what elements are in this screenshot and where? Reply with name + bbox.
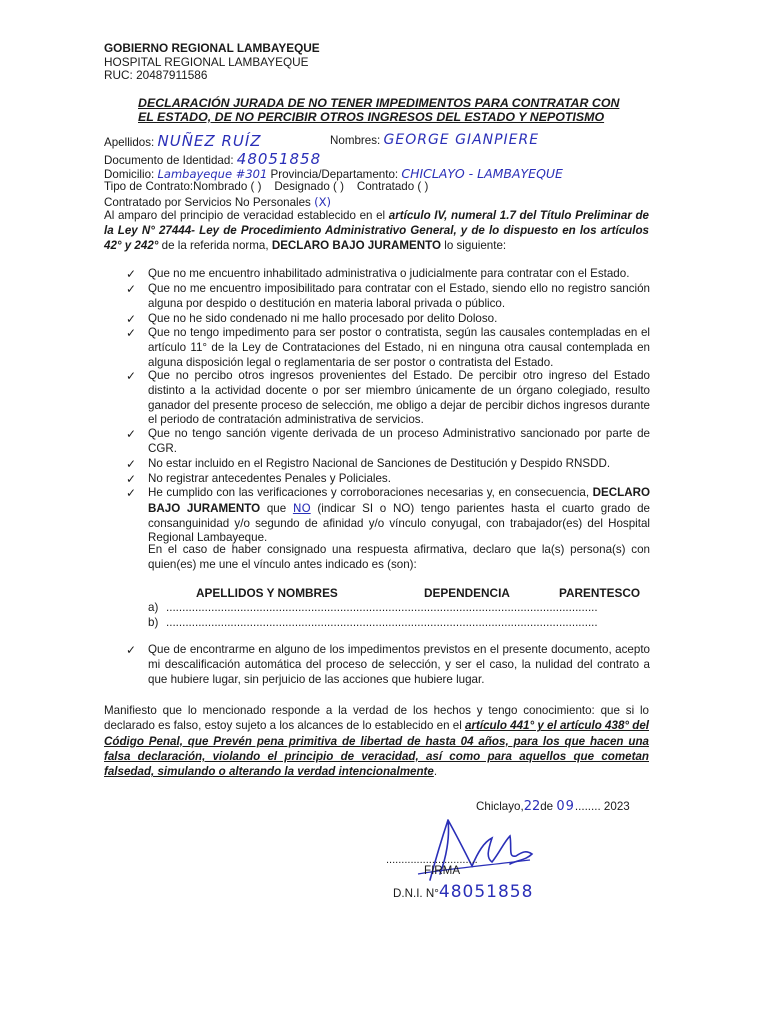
handwritten-signature — [400, 808, 550, 888]
documento-label: Documento de Identidad: — [104, 154, 234, 167]
check-icon: ✓ — [126, 457, 137, 471]
nepotismo-declaro: DECLARO BAJO JURAMENTO — [148, 486, 650, 515]
nepotismo-followup-text: En el caso de haber consignado una respuesta afirmativa, declaro que la(s) persona(s) con quien(es) me une el vínculo antes indicado es (son): — [148, 543, 650, 571]
item-text: No estar incluido en el Registro Nacional de Sanciones de Destitución y Despido RNSDD. — [148, 457, 611, 470]
servicios-mark: (X) — [314, 195, 332, 209]
item-text: Que de encontrarme en alguno de los impedimentos previstos en el presente documento, acepto mi descalificación automática del proceso de selección, y ser el caso, la nulidad del contrato a que hubiere lugar, sin perjuicio de las acciones que hubiere lugar. — [148, 643, 650, 686]
tipo-contrato-row — [104, 180, 428, 193]
declaration-item-5 — [126, 369, 650, 428]
date-year: 2023 — [603, 800, 630, 813]
institution-header — [104, 42, 320, 83]
signature-dots: .............................. — [386, 854, 478, 866]
closing-text-2: . — [433, 765, 438, 779]
item-text: Que no he sido condenado ni me hallo procesado por delito Doloso. — [148, 312, 498, 325]
tipo-contrato-label: Tipo de Contrato: — [104, 180, 194, 193]
declaration-item-4 — [126, 326, 650, 370]
declaration-item-1 — [126, 267, 650, 282]
option-designado: Designado ( ) — [274, 180, 344, 193]
servicios-row — [104, 195, 331, 209]
check-icon: ✓ — [126, 282, 137, 296]
check-icon: ✓ — [126, 267, 137, 281]
apellidos-row — [104, 132, 262, 150]
declaration-item-2 — [126, 282, 650, 312]
date-day: 22 — [523, 799, 541, 814]
intro-paragraph — [104, 208, 649, 254]
item-text: Que no percibo otros ingresos provenientes del Estado. De percibir otro ingreso del Estado distinto a la actividad docente o por ser miembro únicamente de un órgano colegiado, resulto ganador del presente proceso de selección, me obligo a dejar de percibir dichos ingresos durante el periodo de contratación administrativa de servicios. — [148, 369, 650, 427]
date-dots: ........ — [574, 800, 601, 813]
dni-value: 48051858 — [438, 882, 534, 902]
date-month: 09 — [556, 799, 575, 814]
declaration-item-8 — [126, 472, 650, 487]
intro-text-1: Al amparo del principio de veracidad establecido en el — [104, 209, 389, 222]
table-row-a-label: a) — [148, 601, 159, 614]
document-title — [138, 96, 658, 124]
title-line-2: EL ESTADO, DE NO PERCIBIR OTROS INGRESOS DEL ESTADO Y NEPOTISMO — [138, 110, 605, 124]
domicilio-label: Domicilio: — [104, 168, 155, 181]
check-icon: ✓ — [126, 326, 137, 340]
declaration-item-7 — [126, 457, 650, 472]
provincia-value: CHICLAYO - LAMBAYEQUE — [401, 166, 563, 181]
table-header-parentesco: PARENTESCO — [559, 586, 641, 600]
intro-text-3: lo siguiente: — [441, 239, 507, 253]
item-text: Que no tengo impedimento para ser postor o contratista, según las causales contempladas en el artículo 11° de la Ley de Contrataciones del Estado, ni en ninguna otra causal contemplada en alguna disposición legal o reglamentaria de ser postor o contratista del Estado. — [148, 326, 650, 369]
domicilio-row — [104, 166, 563, 181]
declaration-item-3 — [126, 312, 650, 327]
item-text: No registrar antecedentes Penales y Policiales. — [148, 472, 391, 485]
nombres-row — [330, 132, 539, 148]
declaration-item-nepotismo — [126, 486, 650, 546]
table-header-dependencia: DEPENDENCIA — [424, 586, 510, 600]
dni-row — [393, 882, 533, 902]
nepotismo-text-3: (indicar SI o NO) tengo parientes hasta el cuarto grado de consanguinidad y/o segundo de afinidad y/o vínculo conyugal, con trabajador(es) del Hospital Regional Lambayeque. — [148, 501, 650, 545]
intro-law-reference: artículo IV, numeral 1.7 del Título Preliminar de la Ley N° 27444- Ley de Procedimiento Administrativo General, y de lo dispuesto en los artículos 42° y 242° — [104, 209, 650, 253]
date-de: de — [540, 800, 557, 813]
apellidos-label: Apellidos: — [104, 136, 155, 149]
documento-value: 48051858 — [236, 150, 322, 168]
nepotismo-text-1: He cumplido con las verificaciones y corroboraciones necesarias y, en consecuencia, — [148, 486, 593, 499]
dni-label: D.N.I. N° — [393, 887, 439, 900]
domicilio-value: Lambayeque #301 — [157, 167, 268, 181]
closing-paragraph — [104, 703, 649, 779]
check-icon: ✓ — [126, 427, 137, 441]
provincia-label: Provincia/Departamento: — [270, 168, 399, 181]
item-text: Que no tengo sanción vigente derivada de un proceso Administrativo sancionado por parte de CGR. — [148, 427, 650, 455]
nombres-value: GEORGE GIANPIERE — [383, 132, 540, 148]
declaration-item-last — [126, 643, 650, 687]
table-row-a-dots: ...................................................................................................................................... — [166, 601, 598, 614]
apellidos-value: NUÑEZ RUÍZ — [157, 132, 262, 150]
nepotismo-followup — [148, 543, 650, 573]
option-contratado: Contratado ( ) — [356, 180, 429, 193]
date-place: Chiclayo, — [476, 800, 524, 813]
title-line-1: DECLARACIÓN JURADA DE NO TENER IMPEDIMENTOS PARA CONTRATAR CON — [138, 96, 620, 110]
intro-text-2: de la referida norma, — [158, 239, 272, 253]
check-icon: ✓ — [126, 369, 137, 383]
item-text: Que no me encuentro imposibilitado para contratar con el Estado, siendo ello no registro sanción alguna por despido o destitución en materia laboral privada o público. — [148, 282, 650, 310]
header-hospital: HOSPITAL REGIONAL LAMBAYEQUE — [104, 54, 309, 69]
check-icon: ✓ — [126, 312, 137, 326]
check-icon: ✓ — [126, 472, 137, 486]
item-text: Que no me encuentro inhabilitado administrativa o judicialmente para contratar con el Estado. — [148, 267, 630, 280]
header-ruc: RUC: 20487911586 — [104, 68, 208, 82]
option-nombrado: Nombrado ( ) — [193, 180, 262, 193]
signature-label: FIRMA — [424, 864, 461, 877]
table-header-apellidos: APELLIDOS Y NOMBRES — [196, 586, 338, 600]
closing-text-1: Manifiesto que lo mencionado responde a la verdad de los hechos y tengo conocimiento: que si lo declarado es falso, estoy sujeto a los alcances de lo establecido en el — [104, 704, 649, 733]
table-row-b-dots: ...................................................................................................................................... — [166, 616, 598, 629]
nepotismo-text-2: que — [260, 501, 293, 515]
check-icon: ✓ — [126, 486, 137, 500]
closing-penal-reference: artículo 441° y el artículo 438° del Código Penal, que Prevén pena primitiva de libertad de hasta 04 años, para los que hacen una falsa declaración, violando el principio de veracidad, así como para aquellos que cometan falsedad, simulando o alterando la verdad intencionalmente — [104, 719, 650, 779]
nepotismo-answer: NO — [292, 500, 311, 515]
check-icon: ✓ — [126, 643, 137, 657]
servicios-label: Contratado por Servicios No Personales — [104, 196, 311, 209]
declaration-item-6 — [126, 427, 650, 457]
intro-declaro: DECLARO BAJO JURAMENTO — [271, 239, 442, 253]
header-government: GOBIERNO REGIONAL LAMBAYEQUE — [104, 41, 320, 55]
nombres-label: Nombres: — [330, 134, 381, 147]
table-row-b-label: b) — [148, 616, 159, 629]
